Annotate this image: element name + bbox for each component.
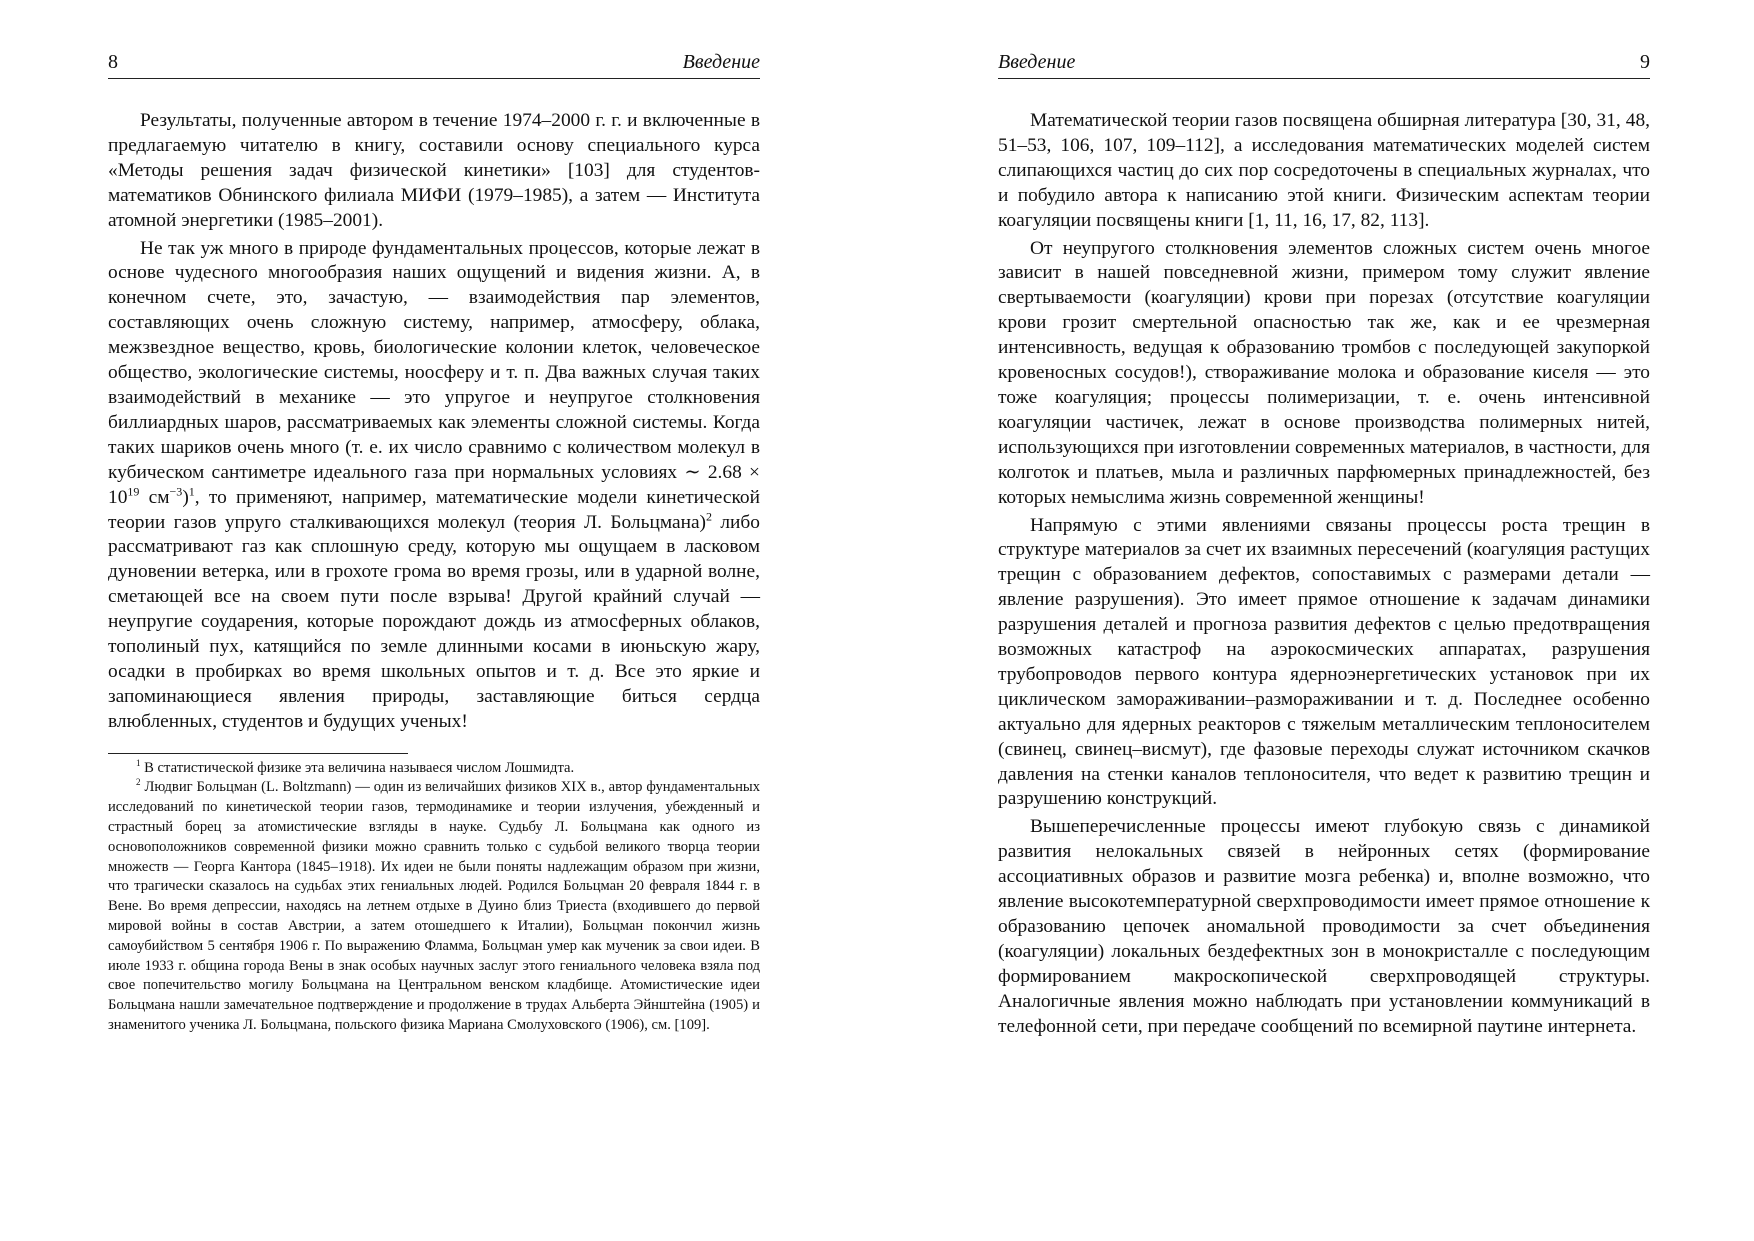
page-number: 9 <box>1640 51 1650 73</box>
footnote-ref-1: 1 <box>188 484 195 499</box>
footnotes <box>108 753 760 1036</box>
paragraph: Результаты, полученные автором в течение 1974–2000 г. г. и включенные в предлагаемую читателю в книгу, составили основу специального курса «Методы решения задач физической кинетики» [103] для студентов-математиков Обнинского филиала МИФИ (1979–1985), а затем — Института атомной энергетики (1985–2001). <box>108 110 760 231</box>
unit-text: см <box>139 486 170 508</box>
footnote <box>108 778 760 1035</box>
paragraph-text: , то применяют, например, математические модели кинетической теории газов упруго сталкивающихся молекул (теория Л. Больцмана) <box>108 486 760 533</box>
footnote-rule <box>108 753 408 754</box>
left-body-text <box>108 109 760 735</box>
left-running-head <box>108 48 760 79</box>
paragraph-with-formula <box>108 237 760 735</box>
running-title: Введение <box>998 51 1076 73</box>
paragraph: Напрямую с этими явлениями связаны процессы роста трещин в структуре материалов за счет их взаимных пересечений (коагуляция растущих трещин с образованием дефектов, сопоставимых с размерами детали — явление разрушения). Это имеет прямое отношение к задачам динамики разрушения деталей и прогноза развития дефектов с целью предотвращения возможных катастроф на аэрокосмических аппаратах, разрушения трубопроводов первого контура ядерноэнергетических установок при их циклическом замораживании–размораживании и т. д. Последнее особенно актуально для ядерных реакторов с тяжелым металлическим теплоносителем (свинец, свинец–висмут), где фазовые переходы служат источником скачков давления на стенки каналов теплоносителя, что ведет к развитию трещин и разрушению конструкций. <box>998 514 1650 810</box>
footnote-ref-2: 2 <box>706 509 713 524</box>
right-body-text <box>998 109 1650 1040</box>
paragraph: Вышеперечисленные процессы имеют глубокую связь с динамикой развития нелокальных связей в нейронных сетях (формирование ассоциативных образов и развитие мозга ребенка) и, вполне возможно, что явление высокотемпературной сверхпроводимости имеет прямое отношение к образованию цепочек аномальной проводимости за счет объединения (коагуляции) локальных бездефектных зон в монокристалле с последующим формированием макроскопической сверхпроводящей структуры. Аналогичные явления можно наблюдать при установлении коммуникаций в телефонной сети, при передаче сообщений по всемирной паутине интернета. <box>998 816 1650 1037</box>
footnote <box>108 759 760 779</box>
paragraph-text: либо рассматривают газ как сплошную среду, которую мы ощущаем в ласковом дуновении ветерка, или в грохоте грома во время грозы, или в ударной волне, сметающей все на своем пути после взрыва! Другой крайний случай — неупругие соударения, которые порождают дождь из атмосферных облаков, тополиный пух, катящийся по земле длинными косами в июньскую жару, осадки в пробирках во время школьных опытов и т. д. Все это яркие и запоминающиеся явления природы, заставляющие биться сердца влюбленных, студентов и будущих ученых! <box>108 511 760 732</box>
footnote-mark: 1 <box>136 757 141 768</box>
paren-close: ) <box>182 486 189 508</box>
page-number: 8 <box>108 51 118 73</box>
exponent: 19 <box>127 484 140 499</box>
left-page <box>108 48 760 1036</box>
running-title: Введение <box>682 51 760 73</box>
right-page <box>998 48 1650 1043</box>
unit-exponent: −3 <box>169 484 183 499</box>
right-running-head <box>998 48 1650 79</box>
paragraph-text: Не так уж много в природе фундаментальных процессов, которые лежат в основе чудесного многообразия наших ощущений и видения жизни. А, в конечном счете, это, зачастую, — взаимодействия пар элементов, составляющих очень сложную систему, например, атмосферу, облака, межзвездное вещество, кровь, биологические колонии клеток, человеческое общество, экологические системы, ноосферу и т. п. Два важных случая таких взаимодействий в механике — это упругое и неупругое столкновения биллиардных шаров, рассматриваемых как элементы сложной системы. Когда таких шариков очень много (т. е. их число сравнимо с количеством молекул в кубическом сантиметре идеального газа при нормальных условиях ∼ 2.68 × 10 <box>108 237 760 508</box>
footnote-text: Людвиг Больцман (L. Boltzmann) — один из величайших физиков XIX в., автор фундаментальных исследований по кинетической теории газов, термодинамике и теории излучения, убежденный и страстный борец за атомистические взгляды в науке. Судьбу Л. Больцмана как одного из основоположников современной физики можно сравнить только с судьбой великого творца теории множеств — Георга Кантора (1845–1918). Их идеи не были поняты надлежащим образом при жизни, что трагически сказалось на судьбах этих гениальных людей. Родился Больцман 20 февраля 1844 г. в Вене. Во время депрессии, находясь на летнем отдыхе в Дуино близ Триеста (входившего до первой мировой войны в состав Австрии, а затем отошедшего к Италии), Больцман покончил жизнь самоубийством 5 сентября 1906 г. По выражению Фламма, Больцман умер как мученик за свои идеи. В июле 1933 г. община города Вены в знак особых научных заслуг этого гениального человека взяла под свое попечительство могилу Больцмана на Центральном венском кладбище. Атомистические идеи Больцмана нашли замечательное подтверждение и продолжение в трудах Альберта Эйнштейна (1905) и знаменитого ученика Л. Больцмана, польского физика Мариана Смолуховского (1906), см. [109]. <box>108 779 760 1034</box>
paragraph: От неупругого столкновения элементов сложных систем очень многое зависит в нашей повседневной жизни, примером тому служит явление свертываемости (коагуляции) крови при порезах (отсутствие коагуляции крови грозит смертельной опасностью так же, как и ее чрезмерная интенсивность, ведущая к образованию тромбов с последующей закупоркой кровеносных сосудов!), створаживание молока и образование киселя — это тоже коагуляция; процессы полимеризации, т. е. очень интенсивной коагуляции частичек, лежат в основе производства полимерных нитей, использующихся при изготовлении современных материалов, в частности, для колготок и платьев, мыла и различных парфюмерных принадлежностей, без которых немыслима жизнь современной женщины! <box>998 237 1650 508</box>
paragraph: Математической теории газов посвящена обширная литература [30, 31, 48, 51–53, 106, 107, 109–112], а исследования математических моделей систем слипающихся частиц до сих пор сосредоточены в специальных журналах, что и побудило автора к написанию этой книги. Физическим аспектам теории коагуляции посвящены книги [1, 11, 16, 17, 82, 113]. <box>998 110 1650 231</box>
footnote-text: В статистической физике эта величина называеся числом Лошмидта. <box>140 759 575 776</box>
footnote-mark: 2 <box>136 777 141 788</box>
